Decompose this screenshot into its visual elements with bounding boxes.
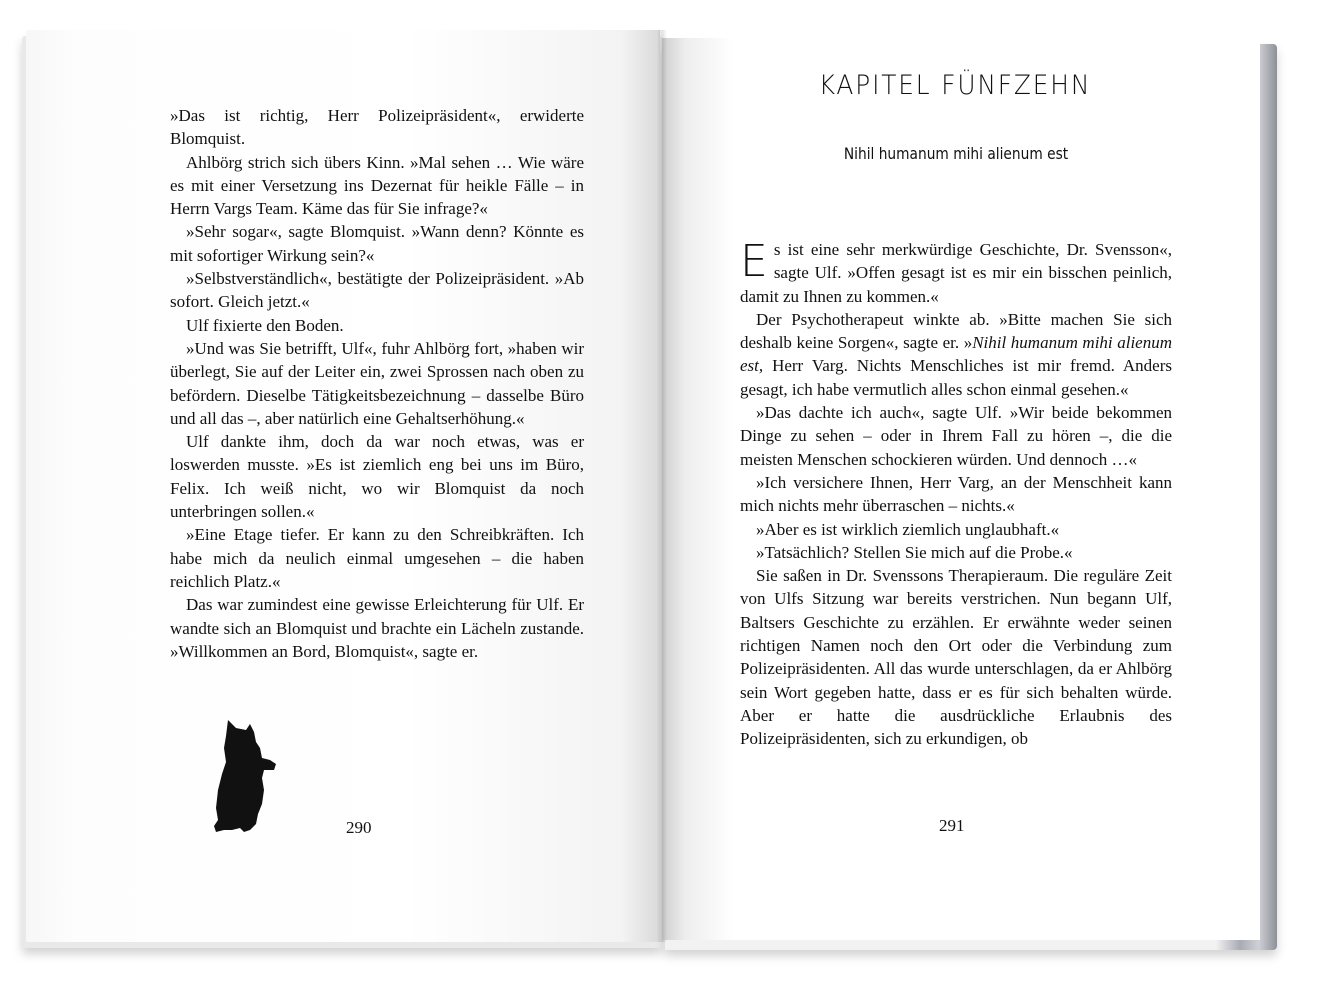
right-paragraph: »Ich versichere Ihnen, Herr Varg, an der Menschheit kann mich nichts mehr überraschen – nichts.« <box>740 472 1172 516</box>
left-paragraph: »Selbstverständlich«, bestätigte der Polizeipräsident. »Ab sofort. Gleich jetzt.« <box>170 269 584 312</box>
left-paragraph: »Eine Etage tiefer. Er kann zu den Schreibkräften. Ich habe mich da neulich einmal umgesehen – die haben reichlich Platz.« <box>170 525 584 591</box>
dog-silhouette-icon <box>206 718 278 836</box>
drop-cap: E <box>740 236 768 287</box>
right-paragraph: »Tatsächlich? Stellen Sie mich auf die Probe.« <box>756 542 1073 562</box>
left-paragraph: Ahlbörg strich sich übers Kinn. »Mal sehen … Wie wäre es mit einer Versetzung ins Dezernat für heikle Fälle – in Herrn Vargs Team. Käme das für Sie infrage?« <box>170 152 584 219</box>
left-paragraph: Ulf dankte ihm, doch da war noch etwas, was er loswerden musste. »Es ist ziemlich eng bei uns im Büro, Felix. Ich weiß nicht, wo wir Blomquist da noch unterbringen sollen.« <box>170 432 584 522</box>
left-paragraph: »Sehr sogar«, sagte Blomquist. »Wann denn? Könnte es mit sofortiger Wirkung sein?« <box>170 222 584 265</box>
chapter-title: KAPITEL FÜNFZEHN <box>818 70 1092 101</box>
paragraph-text: Der Psychotherapeut winkte ab. »Bitte machen Sie sich deshalb keine Sorgen«, sagte er. » <box>740 309 1172 353</box>
left-page-text <box>170 104 584 663</box>
left-paragraph: Ulf fixierte den Boden. <box>186 315 344 335</box>
left-paragraph: Das war zumindest eine gewisse Erleichterung für Ulf. Er wandte sich an Blomquist und brachte ein Lächeln zustande. »Willkommen an Bord, Blomquist«, sagte er. <box>170 595 584 661</box>
paragraph-text: Herr Varg. Nichts Menschliches ist mir fremd. Anders gesagt, ich habe vermutlich alles schon einmal gesehen.« <box>740 356 1172 399</box>
first-paragraph-text: s ist eine sehr merkwürdige Geschichte, Dr. Svensson«, sagte Ulf. »Offen gesagt ist es mir ein bisschen peinlich, damit zu Ihnen zu kommen.« <box>740 240 1172 306</box>
right-paragraph: »Das dachte ich auch«, sagte Ulf. »Wir beide bekommen Dinge zu sehen – oder in Ihrem Fall zu hören –, die die meisten Menschen schockieren würden. Und dennoch …« <box>740 403 1172 469</box>
right-paragraph-first <box>740 238 1172 308</box>
left-paragraph: »Das ist richtig, Herr Polizeipräsident«, erwiderte Blomquist. <box>170 106 584 149</box>
right-paragraph <box>740 308 1172 401</box>
book-spine <box>657 30 667 942</box>
right-paragraph: Sie saßen in Dr. Svenssons Therapieraum. Die reguläre Zeit von Ulfs Sitzung war bereits verstrichen. Nun begann Ulf, Baltsers Geschichte zu erzählen. Er erwähnte weder seinen richtigen Namen noch den Ort oder die Verbindung zum Polizeipräsidenten. All das wurde unterschlagen, da er Ahlbörg sein Wort gegeben hatte, dass er es für sich behalten würde. Aber er hatte die ausdrückliche Erlaubnis des Polizeipräsidenten, sich zu erkundigen, ob <box>740 566 1172 749</box>
right-page-text <box>740 238 1172 751</box>
chapter-motto: Nihil humanum mihi alienum est <box>843 144 1069 163</box>
page-number-right: 291 <box>939 816 965 835</box>
left-paragraph: »Und was Sie betrifft, Ulf«, fuhr Ahlbörg fort, »haben wir überlegt, Sie auf der Leiter ein, zwei Sprossen nach oben zu befördern. Dieselbe Tätigkeitsbezeichnung – dasselbe Büro und all das –, aber natürlich eine Gehaltserhöhung.« <box>170 338 584 428</box>
page-number-left: 290 <box>346 818 372 837</box>
right-paragraph: »Aber es ist wirklich ziemlich unglaubhaft.« <box>756 519 1060 539</box>
italic-quote: Nihil humanum mihi alienum est, <box>740 333 1172 376</box>
